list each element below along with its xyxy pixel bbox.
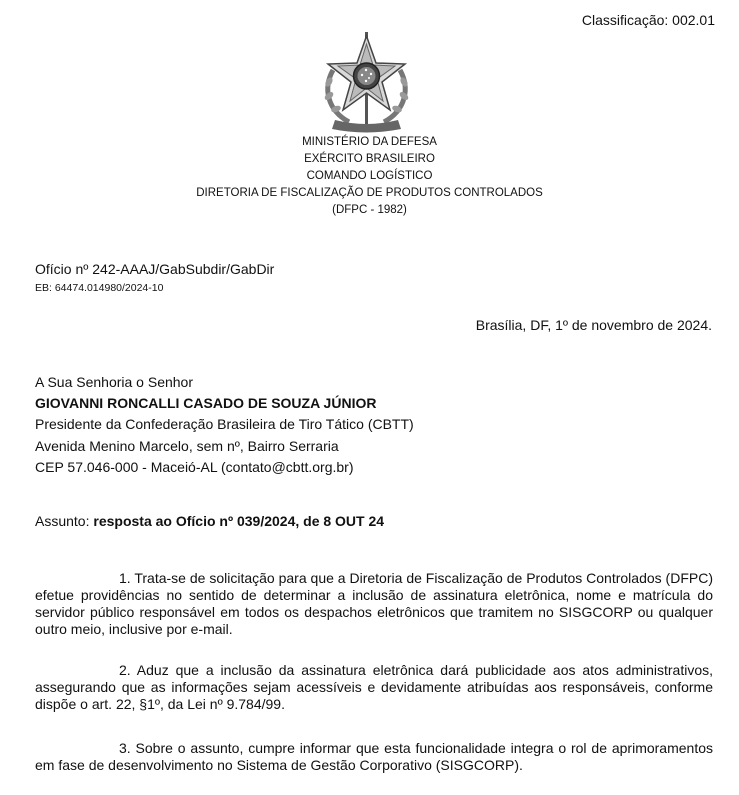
directorate-line: DIRETORIA DE FISCALIZAÇÃO DE PRODUTOS CONTROLADOS xyxy=(196,187,543,199)
paragraph-3: 3. Sobre o assunto, cumpre informar que esta funcionalidade integra o rol de aprimoramentos em fase de desenvolvimento no Sistema de Gestão Corporativo (SISGCORP). xyxy=(35,740,713,773)
eb-number: EB: 64474.014980/2024-10 xyxy=(35,282,164,294)
subject-label: Assunto: xyxy=(35,513,94,529)
addressee-name: GIOVANNI RONCALLI CASADO DE SOUZA JÚNIOR xyxy=(35,395,377,412)
addressee-role: Presidente da Confederação Brasileira de Tiro Tático (CBTT) xyxy=(35,416,414,433)
paragraph-2: 2. Aduz que a inclusão da assinatura eletrônica dará publicidade aos atos administrativos, assegurando que as informações sejam acessíveis e devidamente atribuídas aos responsáveis, conforme dispõe o art. 22, §1º, da Lei nº 9.784/99. xyxy=(35,662,713,712)
addressee-city: CEP 57.046-000 - Maceió-AL (contato@cbtt.org.br) xyxy=(35,458,354,475)
salutation: A Sua Senhoria o Senhor xyxy=(35,374,194,390)
subject-text: resposta ao Ofício nº 039/2024, de 8 OUT 24 xyxy=(93,513,385,529)
paragraph-1: 1. Trata-se de solicitação para que a Diretoria de Fiscalização de Produtos Controlados (DFPC) efetue providências no sentido de determinar a inclusão de assinatura eletrônica, nome e matrícula do servidor público responsável em todos os despachos eletrônicos que tramitem no SISGCORP ou qualquer outro meio, inclusive por e-mail. xyxy=(35,570,713,637)
letterhead xyxy=(0,134,739,219)
addressee-street: Avenida Menino Marcelo, sem nº, Bairro Serraria xyxy=(35,437,339,454)
subject-line xyxy=(35,513,384,529)
brazil-coat-of-arms-icon xyxy=(319,30,414,133)
army-line: EXÉRCITO BRASILEIRO xyxy=(304,153,435,165)
acronym-line: (DFPC - 1982) xyxy=(332,204,407,216)
oficio-number: Ofício nº 242-AAAJ/GabSubdir/GabDir xyxy=(35,261,275,277)
command-line: COMANDO LOGÍSTICO xyxy=(306,170,433,182)
addressee-block xyxy=(35,372,414,478)
ministry-line: MINISTÉRIO DA DEFESA xyxy=(302,136,437,148)
classification-label: Classificação: 002.01 xyxy=(581,12,715,28)
letter-date: Brasília, DF, 1º de novembro de 2024. xyxy=(475,317,712,333)
